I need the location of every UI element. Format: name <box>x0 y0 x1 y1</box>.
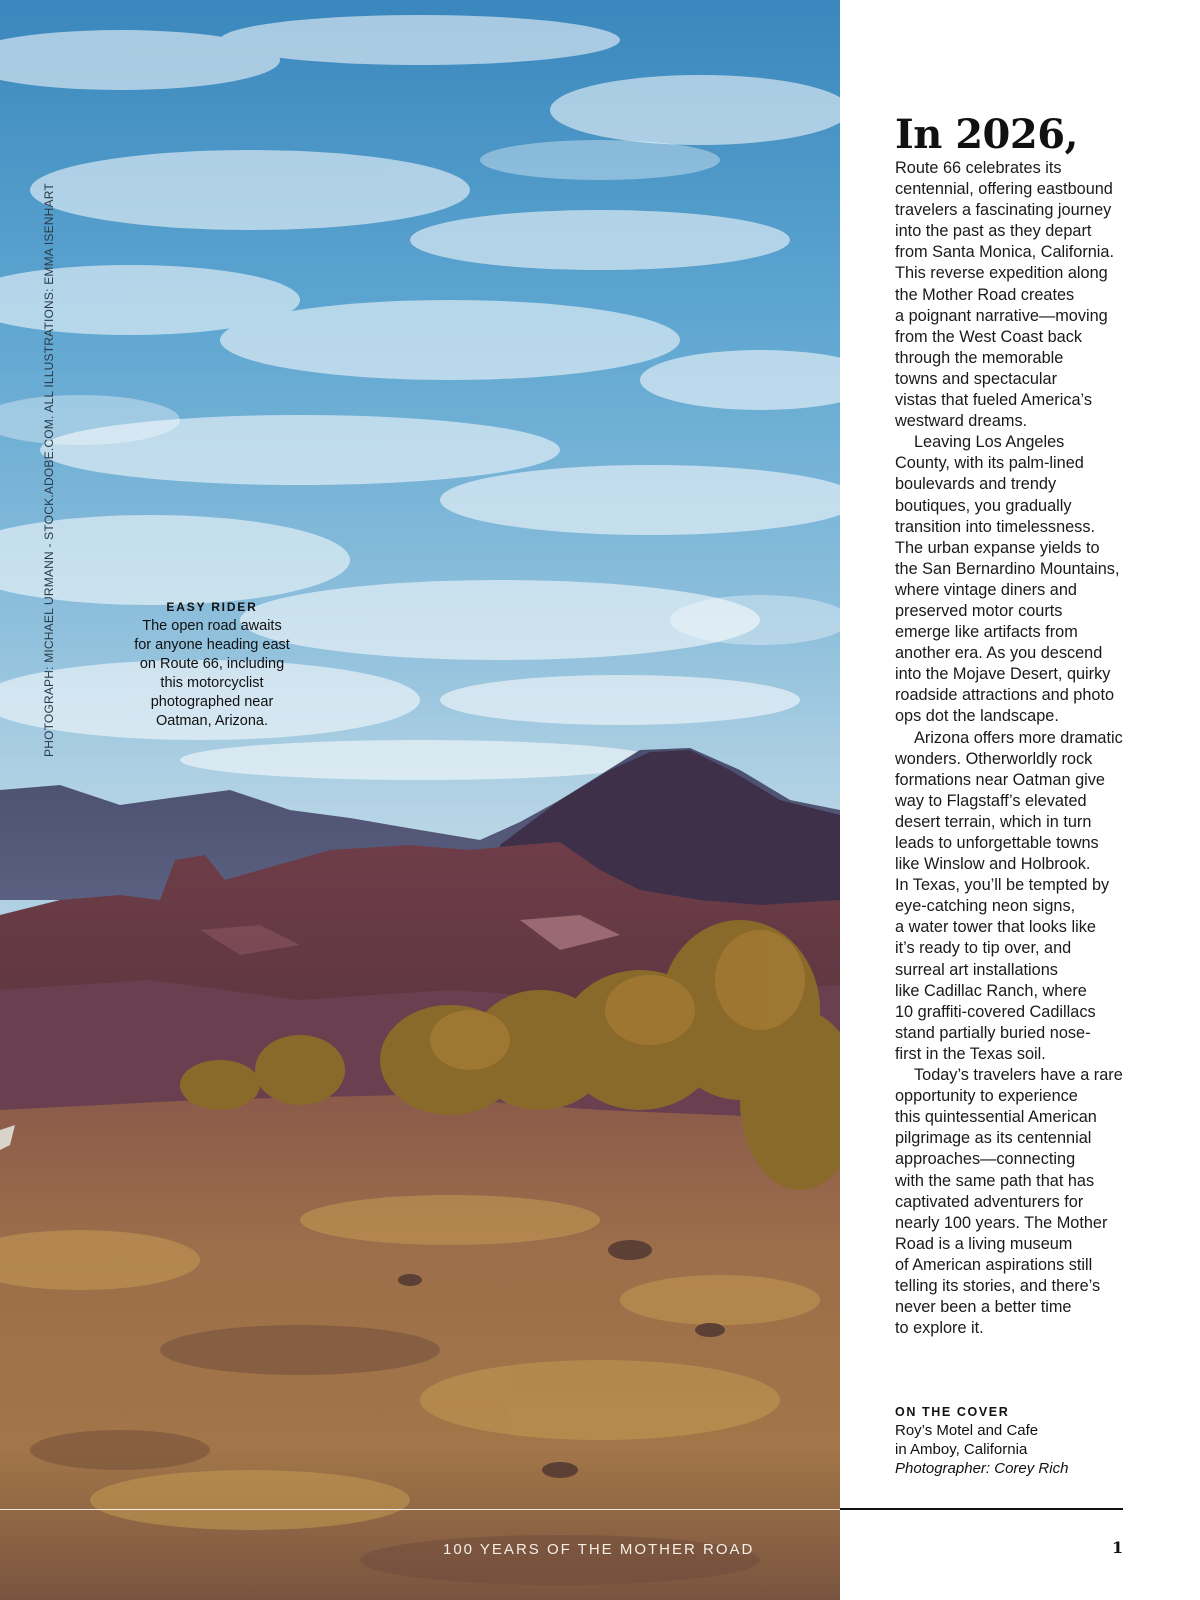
article-line: like Winslow and Holbrook. <box>895 855 1091 874</box>
article-line: into the Mojave Desert, quirky <box>895 665 1111 684</box>
article-line: into the past as they depart <box>895 222 1092 241</box>
article-line: boutiques, you gradually <box>895 496 1072 515</box>
article-line: stand partially buried nose- <box>895 1023 1091 1042</box>
photo-caption <box>117 600 307 731</box>
article-line: with the same path that has <box>895 1171 1095 1190</box>
article-line: boulevards and trendy <box>895 475 1057 494</box>
on-the-cover-credit <box>895 1405 1155 1478</box>
caption-line: for anyone heading east <box>134 637 290 653</box>
article-line: the San Bernardino Mountains, <box>895 559 1120 578</box>
caption-line: Oatman, Arizona. <box>155 713 269 729</box>
headline: In 2026, <box>895 111 1078 158</box>
cover-line: in Amboy, California <box>895 1441 1028 1458</box>
article-line: wonders. Otherworldly rock <box>895 749 1093 768</box>
article-line: nearly 100 years. The Mother <box>895 1213 1108 1232</box>
article-line: westward dreams. <box>895 412 1028 431</box>
caption-title: EASY RIDER <box>166 600 258 614</box>
article-paragraph <box>895 1065 1190 1339</box>
article-line: from Santa Monica, California. <box>895 243 1114 262</box>
article-line: In Texas, you’ll be tempted by <box>895 876 1110 895</box>
cover-line: Roy’s Motel and Cafe <box>895 1422 1039 1439</box>
article-paragraph <box>895 158 1190 432</box>
article-line: transition into timelessness. <box>895 517 1095 536</box>
article-line: telling its stories, and there’s <box>895 1276 1101 1295</box>
article-line: a water tower that looks like <box>895 918 1096 937</box>
article-line: never been a better time <box>895 1298 1072 1317</box>
article-line: vistas that fueled America’s <box>895 391 1092 410</box>
article-line: desert terrain, which in turn <box>895 812 1092 831</box>
article-line: Route 66 celebrates its <box>895 159 1062 177</box>
article-line: another era. As you descend <box>895 644 1103 663</box>
article-line: first in the Texas soil. <box>895 1044 1046 1063</box>
article-line: the Mother Road creates <box>895 285 1075 304</box>
article-line: surreal art installations <box>895 960 1058 979</box>
article-line: through the memorable <box>895 348 1064 367</box>
article-line: emerge like artifacts from <box>895 623 1078 642</box>
article-paragraph <box>895 728 1190 1066</box>
article-line: formations near Oatman give <box>895 770 1105 789</box>
article-line: ops dot the landscape. <box>895 707 1059 726</box>
running-footer-title: 100 YEARS OF THE MOTHER ROAD <box>443 1541 755 1558</box>
article-line: 10 graffiti-covered Cadillacs <box>895 1002 1096 1021</box>
article-line: towns and spectacular <box>895 369 1058 388</box>
page-number: 1 <box>1112 1538 1124 1557</box>
article-line: of American aspirations still <box>895 1255 1093 1274</box>
caption-line: photographed near <box>150 694 274 710</box>
article-line: leads to unforgettable towns <box>895 834 1099 852</box>
article-line: roadside attractions and photo <box>895 686 1115 705</box>
article-line: centennial, offering eastbound <box>895 180 1113 199</box>
cover-title: ON THE COVER <box>895 1405 1010 1419</box>
article-line: it’s ready to tip over, and <box>895 939 1072 958</box>
cover-photographer: Photographer: Corey Rich <box>895 1460 1069 1477</box>
article-line: This reverse expedition along <box>895 264 1108 283</box>
caption-line: on Route 66, including <box>139 656 285 672</box>
article-line: from the West Coast back <box>895 327 1083 346</box>
article-line: way to Flagstaff’s elevated <box>895 791 1087 810</box>
article-line: travelers a fascinating journey <box>895 201 1112 220</box>
article-line: opportunity to experience <box>895 1087 1078 1106</box>
article-paragraph <box>895 432 1190 727</box>
article-line: eye-catching neon signs, <box>895 897 1076 916</box>
article-line: preserved motor courts <box>895 601 1063 620</box>
article-line: to explore it. <box>895 1319 984 1338</box>
article-line: Leaving Los Angeles <box>914 433 1065 452</box>
article-line: Today’s travelers have a rare <box>914 1066 1123 1085</box>
caption-body <box>117 617 307 731</box>
article-line: a poignant narrative—moving <box>895 306 1108 325</box>
article-body <box>895 158 1190 1339</box>
article-line: like Cadillac Ranch, where <box>895 981 1087 1000</box>
article-line: The urban expanse yields to <box>895 538 1100 557</box>
article-line: Road is a living museum <box>895 1234 1073 1253</box>
footer-rule <box>840 1508 1123 1510</box>
article-line: this quintessential American <box>895 1108 1097 1127</box>
article-line: captivated adventurers for <box>895 1192 1084 1211</box>
article-line: County, with its palm-lined <box>895 454 1084 473</box>
article-line: Arizona offers more dramatic <box>914 728 1123 747</box>
article-line: where vintage diners and <box>895 580 1077 599</box>
article-line: approaches—connecting <box>895 1150 1076 1169</box>
article-line: pilgrimage as its centennial <box>895 1129 1092 1148</box>
photo-credit: PHOTOGRAPH: MICHAEL URMANN - STOCK.ADOBE.COM. ALL ILLUSTRATIONS: EMMA ISENHART <box>42 183 56 757</box>
caption-line: this motorcyclist <box>160 675 264 691</box>
footer-rule <box>0 1509 840 1510</box>
article-column <box>895 112 1190 1339</box>
caption-line: The open road awaits <box>142 618 282 634</box>
